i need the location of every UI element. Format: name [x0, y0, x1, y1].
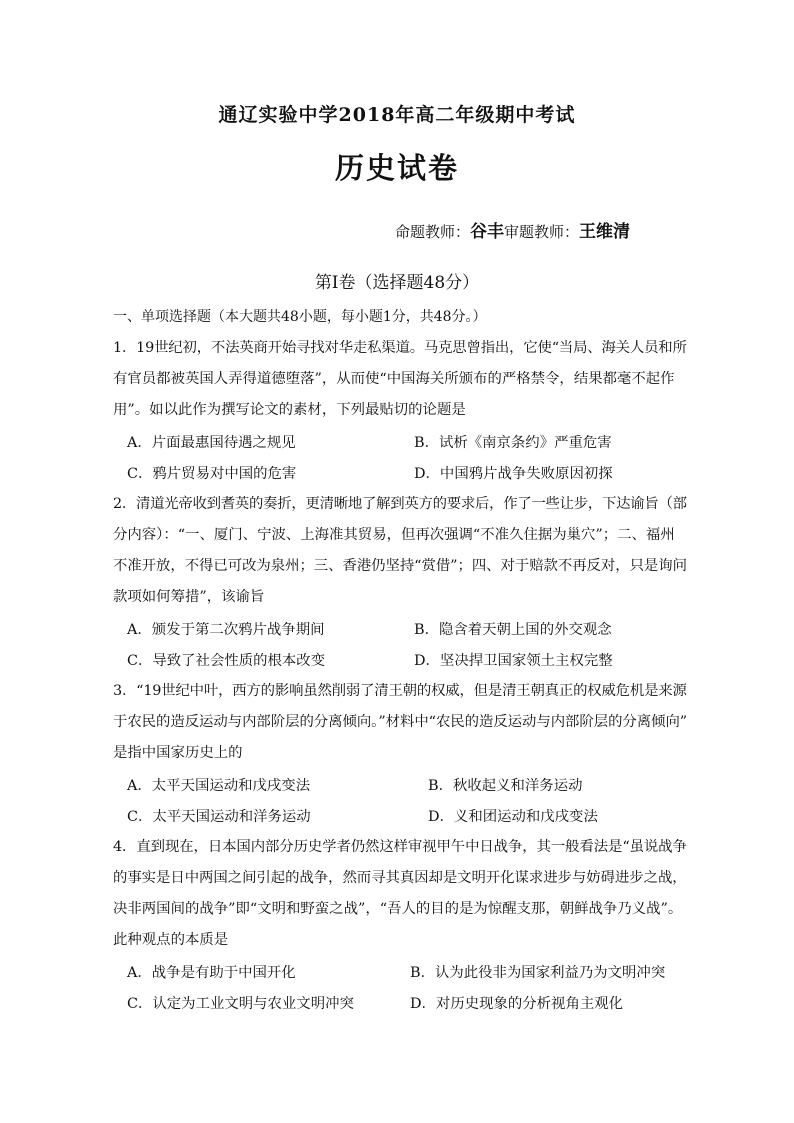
option-a: A．片面最惠国待遇之规见 [127, 435, 296, 451]
option-b: B．试析《南京条约》严重危害 [414, 435, 612, 451]
question-line: 款项如何筹措”，该谕旨 [113, 589, 265, 605]
question-line: 用”。如以此作为撰写论文的素材，下列最贴切的论题是 [113, 402, 466, 418]
option-b: B．秋收起义和洋务运动 [428, 778, 583, 794]
option-c: C．鸦片贸易对中国的危害 [127, 466, 297, 482]
subject-title: 历史试卷 [334, 151, 459, 185]
question-line: 是指中国家历史上的 [113, 745, 243, 761]
question-line: 2．清道光帝收到耆英的奏折，更清晰地了解到英方的要求后，作了一些让步，下达谕旨（部 [113, 496, 687, 512]
reviewer-label: 审题教师： [504, 223, 580, 241]
reviewer-name: 王维清 [579, 222, 631, 242]
author-label: 命题教师： [395, 223, 471, 241]
option-a: A．颁发于第二次鸦片战争期间 [127, 622, 325, 638]
section-instructions: 一、单项选择题（本大题共48小题，每小题1分，共48分。） [113, 309, 487, 325]
authors-line [395, 217, 630, 242]
question-line: 此种观点的本质是 [113, 932, 229, 948]
question-line: 1．19世纪初，不法英商开始寻找对华走私渠道。马克思曾指出，它使“当局、海关人员和所 [113, 340, 687, 356]
section-title: 第Ⅰ卷（选择题48分） [314, 273, 480, 293]
option-c: C．太平天国运动和洋务运动 [127, 809, 311, 825]
option-d: D．义和团运动和戊戌变法 [428, 809, 598, 825]
option-d: D．对历史现象的分析视角主观化 [410, 996, 624, 1012]
option-a: A．太平天国运动和戊戌变法 [127, 778, 311, 794]
option-d: D．中国鸦片战争失败原因初探 [414, 466, 613, 482]
option-d: D．坚决捍卫国家领土主权完整 [414, 653, 613, 669]
question-line: 3．“19世纪中叶，西方的影响虽然削弱了清王朝的权威，但是清王朝真正的权威危机是来源 [113, 683, 687, 699]
question-line: 不准开放，不得已可改为泉州；三、香港仍坚持“赏借”；四、对于赔款不再反对，只是询问 [113, 558, 687, 574]
option-b: B．认为此役非为国家利益乃为文明冲突 [410, 965, 666, 981]
school-title: 通辽实验中学2018年高二年级期中考试 [218, 104, 576, 126]
question-line: 决非两国间的战争”即“文明和野蛮之战”，“吾人的目的是为惊醒支那，朝鲜战争乃义战”。 [113, 901, 683, 917]
option-c: C．导致了社会性质的根本改变 [127, 653, 326, 669]
option-a: A．战争是有助于中国开化 [127, 965, 296, 981]
question-line: 于农民的造反运动与内部阶层的分离倾向。”材料中“农民的造反运动与内部阶层的分离倾向” [113, 714, 688, 730]
option-b: B．隐含着天朝上国的外交观念 [414, 622, 612, 638]
question-line: 有官员都被英国人弄得道德堕落”，从而使“中国海关所颁布的严格禁令，结果都毫不起作 [113, 371, 675, 387]
question-line: 分内容）：“一、厦门、宁波、上海准其贸易，但再次强调“不准久住据为巢穴”；二、福州 [113, 527, 675, 543]
question-line: 4．直到现在，日本国内部分历史学者仍然这样审视甲午中日战争，其一般看法是“虽说战争 [113, 839, 687, 855]
author-name: 谷丰 [470, 222, 505, 242]
option-c: C．认定为工业文明与农业文明冲突 [127, 996, 354, 1012]
question-line: 的事实是日中两国之间引起的战争，然而寻其真因却是文明开化谋求进步与妨碍进步之战， [113, 870, 687, 886]
